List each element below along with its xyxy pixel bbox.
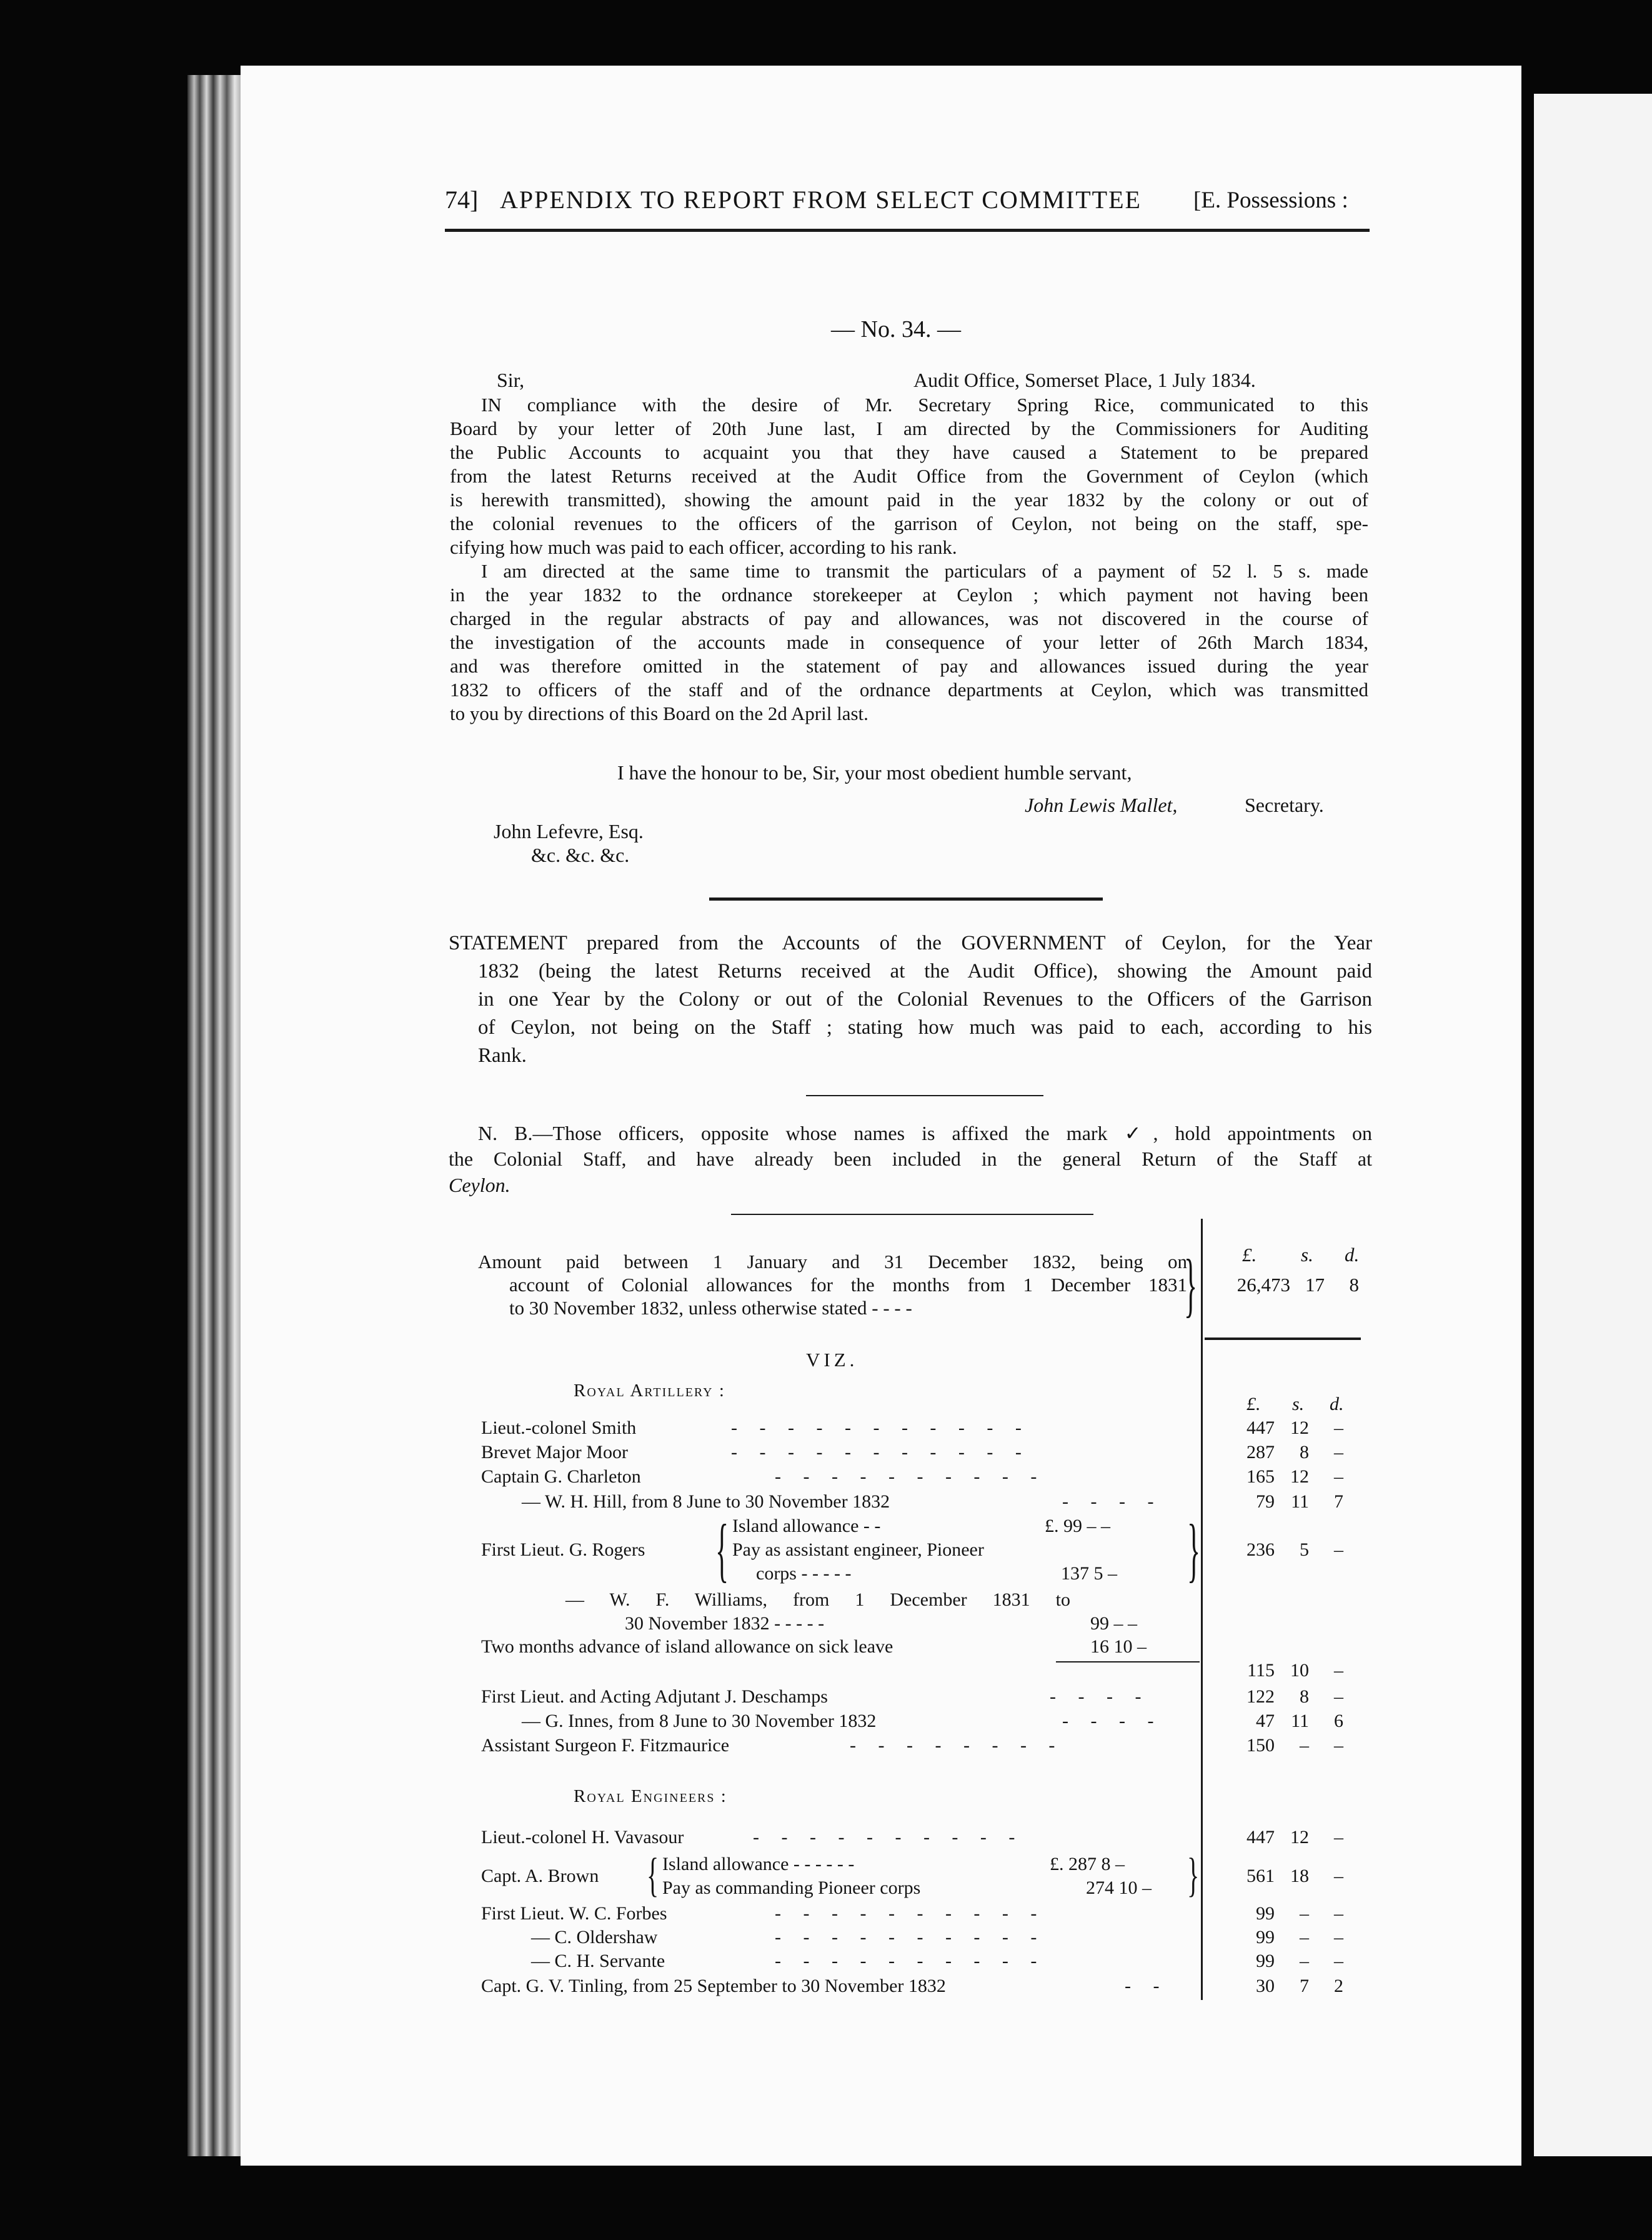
amount-shillings: 12 [1290, 1418, 1309, 1438]
sub-total-rule [1056, 1661, 1200, 1662]
officer-name: — C. Oldershaw [531, 1927, 658, 1948]
statement-line: 1832 (being the latest Returns received at the Audit Office), showing the Amount paid [478, 960, 1372, 982]
statement-line: Rank. [478, 1044, 527, 1067]
amount-pence: – [1334, 1686, 1343, 1707]
amount-pence: – [1334, 1442, 1343, 1462]
sub-amount: 99 – – [1090, 1613, 1137, 1634]
leader-dashes: - - - - - - - - - - [775, 1903, 1046, 1924]
amount-shillings: 18 [1290, 1866, 1309, 1886]
amount-pounds: 561 [1246, 1866, 1275, 1886]
leader-dashes: - - - - [1050, 1686, 1150, 1707]
col-header-shillings-2: s. [1292, 1394, 1305, 1414]
royal-artillery-heading: Royal Artillery : [574, 1381, 725, 1401]
summary-line: to 30 November 1832, unless otherwise stated - - - - [509, 1297, 912, 1319]
text-line: is herewith transmitted), showing the amount paid in the year 1832 by the colony or out of [450, 489, 1368, 511]
sub-amount: 16 10 – [1090, 1636, 1147, 1657]
leader-dashes: - - - - - - - - [850, 1735, 1064, 1756]
letter-number: — No. 34. — [831, 316, 961, 342]
summary-line: account of Colonial allowances for the months from 1 December 1831 [509, 1274, 1187, 1296]
amount-shillings: 12 [1290, 1827, 1309, 1848]
amount-pounds: 30 [1256, 1976, 1275, 1996]
officer-name: Capt. G. V. Tinling, from 25 September to 30 November 1832 [481, 1976, 946, 1996]
running-title: APPENDIX TO REPORT FROM SELECT COMMITTEE [500, 186, 1142, 214]
text-line: in the year 1832 to the ordnance storekeeper at Ceylon ; which payment not having been [450, 584, 1368, 606]
column-rule [1201, 1219, 1203, 2000]
leader-dashes: - - - - [1062, 1491, 1163, 1512]
sub-amount: 137 5 – [1061, 1563, 1117, 1584]
text-line: the colonial revenues to the officers of the garrison of Ceylon, not being on the staff, spe- [450, 512, 1368, 534]
amount-pence: – [1334, 1951, 1343, 1971]
signature-name: John Lewis Mallet, [1025, 794, 1178, 816]
text-line: and was therefore omitted in the statement of pay and allowances issued during the year [450, 655, 1368, 677]
text-line: 30 November 1832 - - - - - [625, 1613, 825, 1634]
amount-pounds: 287 [1246, 1442, 1275, 1462]
amount-pence: – [1334, 1539, 1343, 1560]
officer-name: — W. H. Hill, from 8 June to 30 November 1832 [522, 1491, 890, 1512]
header-shillings: s. [1301, 1244, 1313, 1266]
amount-pence: – [1334, 1418, 1343, 1438]
leader-dashes: - - - - - - - - - - - [731, 1442, 1030, 1462]
col-header-pence-2: d. [1330, 1394, 1344, 1414]
officer-name: Brevet Major Moor [481, 1442, 628, 1462]
amount-pounds: 99 [1256, 1951, 1275, 1971]
amount-shillings: 11 [1291, 1491, 1309, 1512]
statement-line: of Ceylon, not being on the Staff ; stating how much was paid to each, according to his [478, 1016, 1372, 1039]
statement-line: in one Year by the Colony or out of the Colonial Revenues to the Officers of the Garrison [478, 988, 1372, 1011]
officer-name: — C. H. Servante [531, 1951, 665, 1971]
text-line: IN compliance with the desire of Mr. Secretary Spring Rice, communicated to this [481, 394, 1368, 416]
letter-address: Audit Office, Somerset Place, 1 July 1834. [913, 369, 1256, 391]
leader-dashes: - - [1125, 1976, 1168, 1996]
sub-amount: £. 287 8 – [1050, 1854, 1125, 1874]
amount-pounds: 99 [1256, 1903, 1275, 1924]
officer-name: First Lieut. and Acting Adjutant J. Deschamps [481, 1686, 828, 1707]
leader-dashes: - - - - - - - - - - [775, 1466, 1046, 1487]
text-line: the Public Accounts to acquaint you that they have caused a Statement to be prepared [450, 441, 1368, 463]
text-line: the investigation of the accounts made in consequence of your letter of 26th March 1834, [450, 631, 1368, 653]
statement-line: STATEMENT prepared from the Accounts of the GOVERNMENT of Ceylon, for the Year [449, 932, 1372, 954]
amount-pounds: 447 [1246, 1418, 1275, 1438]
officer-name: Lieut.-colonel H. Vavasour [481, 1827, 684, 1848]
amount-shillings: 10 [1290, 1660, 1309, 1681]
officer-name: First Lieut. W. C. Forbes [481, 1903, 667, 1924]
royal-engineers-heading: Royal Engineers : [574, 1786, 727, 1806]
summary-total-pence: 8 [1349, 1274, 1359, 1296]
officer-name: Assistant Surgeon F. Fitzmaurice [481, 1735, 730, 1756]
section-divider [709, 898, 1103, 901]
text-line: charged in the regular abstracts of pay and allowances, was not discovered in the course of [450, 608, 1368, 629]
header-rule [445, 229, 1370, 232]
addressee-name: John Lefevre, Esq. [494, 820, 644, 842]
facing-page-edge [1534, 94, 1652, 2156]
sub-item: Pay as assistant engineer, Pioneer [732, 1539, 984, 1560]
running-section: [E. Possessions : [1193, 188, 1348, 213]
addressee-etc: &c. &c. &c. [531, 844, 630, 866]
amount-shillings: – [1300, 1903, 1309, 1924]
amount-pence: – [1334, 1927, 1343, 1948]
page-number: 74] [445, 186, 479, 214]
amount-shillings: – [1300, 1951, 1309, 1971]
amount-pence: – [1334, 1466, 1343, 1487]
short-divider [806, 1095, 1043, 1096]
close-brace: } [1187, 1510, 1201, 1590]
officer-name: First Lieut. G. Rogers [481, 1539, 645, 1560]
officer-name: Captain G. Charleton [481, 1466, 641, 1487]
amount-shillings: 5 [1300, 1539, 1309, 1560]
summary-line: Amount paid between 1 January and 31 December 1832, being on [478, 1251, 1187, 1272]
amount-shillings: 8 [1300, 1442, 1309, 1462]
amount-pounds: 150 [1246, 1735, 1275, 1756]
text-line: — W. F. Williams, from 1 December 1831 to [565, 1589, 1070, 1610]
amount-pence: – [1334, 1866, 1343, 1886]
leader-dashes: - - - - - - - - - - [775, 1927, 1046, 1948]
amount-shillings: 8 [1300, 1686, 1309, 1707]
amount-pence: 7 [1334, 1491, 1343, 1512]
leader-dashes: - - - - [1062, 1711, 1163, 1731]
amount-pounds: 99 [1256, 1927, 1275, 1948]
sub-item: Island allowance - - - - - - [662, 1854, 855, 1874]
text-line: to you by directions of this Board on the 2d April last. [450, 702, 868, 724]
sub-item: Island allowance - - [732, 1516, 881, 1536]
leader-dashes: - - - - - - - - - - [775, 1951, 1046, 1971]
book-spine [187, 75, 244, 2156]
book-page [241, 66, 1521, 2166]
note-line: Ceylon. [449, 1174, 510, 1196]
amount-pence: 6 [1334, 1711, 1343, 1731]
amount-pence: – [1334, 1903, 1343, 1924]
amount-pounds: 165 [1246, 1466, 1275, 1487]
open-brace: { [715, 1510, 729, 1590]
summary-brace: } [1184, 1245, 1198, 1325]
note-line: N. B.—Those officers, opposite whose names is affixed the mark ✓, hold appointments on [478, 1122, 1372, 1144]
amount-pounds: 236 [1246, 1539, 1275, 1560]
sub-amount: £. 99 – – [1045, 1516, 1110, 1536]
amount-pence: – [1334, 1735, 1343, 1756]
officer-name: Lieut.-colonel Smith [481, 1418, 637, 1438]
leader-dashes: - - - - - - - - - - [753, 1827, 1024, 1848]
amount-shillings: 7 [1300, 1976, 1309, 1996]
open-brace: { [647, 1848, 659, 1902]
text-line: from the latest Returns received at the Audit Office from the Government of Ceylon (which [450, 465, 1368, 487]
amount-pounds: 79 [1256, 1491, 1275, 1512]
officer-name: Capt. A. Brown [481, 1866, 599, 1886]
sub-amount: 274 10 – [1086, 1878, 1152, 1898]
summary-total-pounds: 26,473 [1237, 1274, 1290, 1296]
summary-total-shillings: 17 [1305, 1274, 1325, 1296]
text-line: Board by your letter of 20th June last, I am directed by the Commissioners for Auditing [450, 418, 1368, 439]
amount-pounds: 122 [1246, 1686, 1275, 1707]
col-header-pounds-2: £. [1246, 1394, 1261, 1414]
note-line: the Colonial Staff, and have already been included in the general Return of the Staff at [449, 1148, 1372, 1170]
sub-item: corps - - - - - [756, 1563, 852, 1584]
amount-pence: – [1334, 1660, 1343, 1681]
text-line: I am directed at the same time to transmit the particulars of a payment of 52 l. 5 s. made [481, 560, 1368, 582]
header-pence: d. [1345, 1244, 1360, 1266]
text-line: 1832 to officers of the staff and of the ordnance departments at Ceylon, which was transmitted [450, 679, 1368, 701]
amount-pounds: 47 [1256, 1711, 1275, 1731]
amount-shillings: – [1300, 1927, 1309, 1948]
amount-shillings: – [1300, 1735, 1309, 1756]
text-line: cifying how much was paid to each officer, according to his rank. [450, 536, 957, 558]
amount-pence: – [1334, 1827, 1343, 1848]
signature-title: Secretary. [1245, 794, 1324, 816]
salutation: Sir, [497, 369, 525, 391]
header-pounds: £. [1242, 1244, 1257, 1266]
total-rule [1205, 1338, 1361, 1340]
leader-dashes: - - - - - - - - - - - [731, 1418, 1030, 1438]
officer-name: — G. Innes, from 8 June to 30 November 1832 [522, 1711, 877, 1731]
amount-shillings: 11 [1291, 1711, 1309, 1731]
amount-pence: 2 [1334, 1976, 1343, 1996]
amount-shillings: 12 [1290, 1466, 1309, 1487]
amount-pounds: 115 [1247, 1660, 1275, 1681]
amount-pounds: 447 [1246, 1827, 1275, 1848]
viz-label: VIZ. [806, 1349, 858, 1371]
closing-line: I have the honour to be, Sir, your most obedient humble servant, [617, 761, 1132, 784]
text-line: Two months advance of island allowance on sick leave [481, 1636, 893, 1657]
short-divider-2 [731, 1214, 1093, 1215]
sub-item: Pay as commanding Pioneer corps [662, 1878, 921, 1898]
close-brace: } [1187, 1848, 1200, 1902]
